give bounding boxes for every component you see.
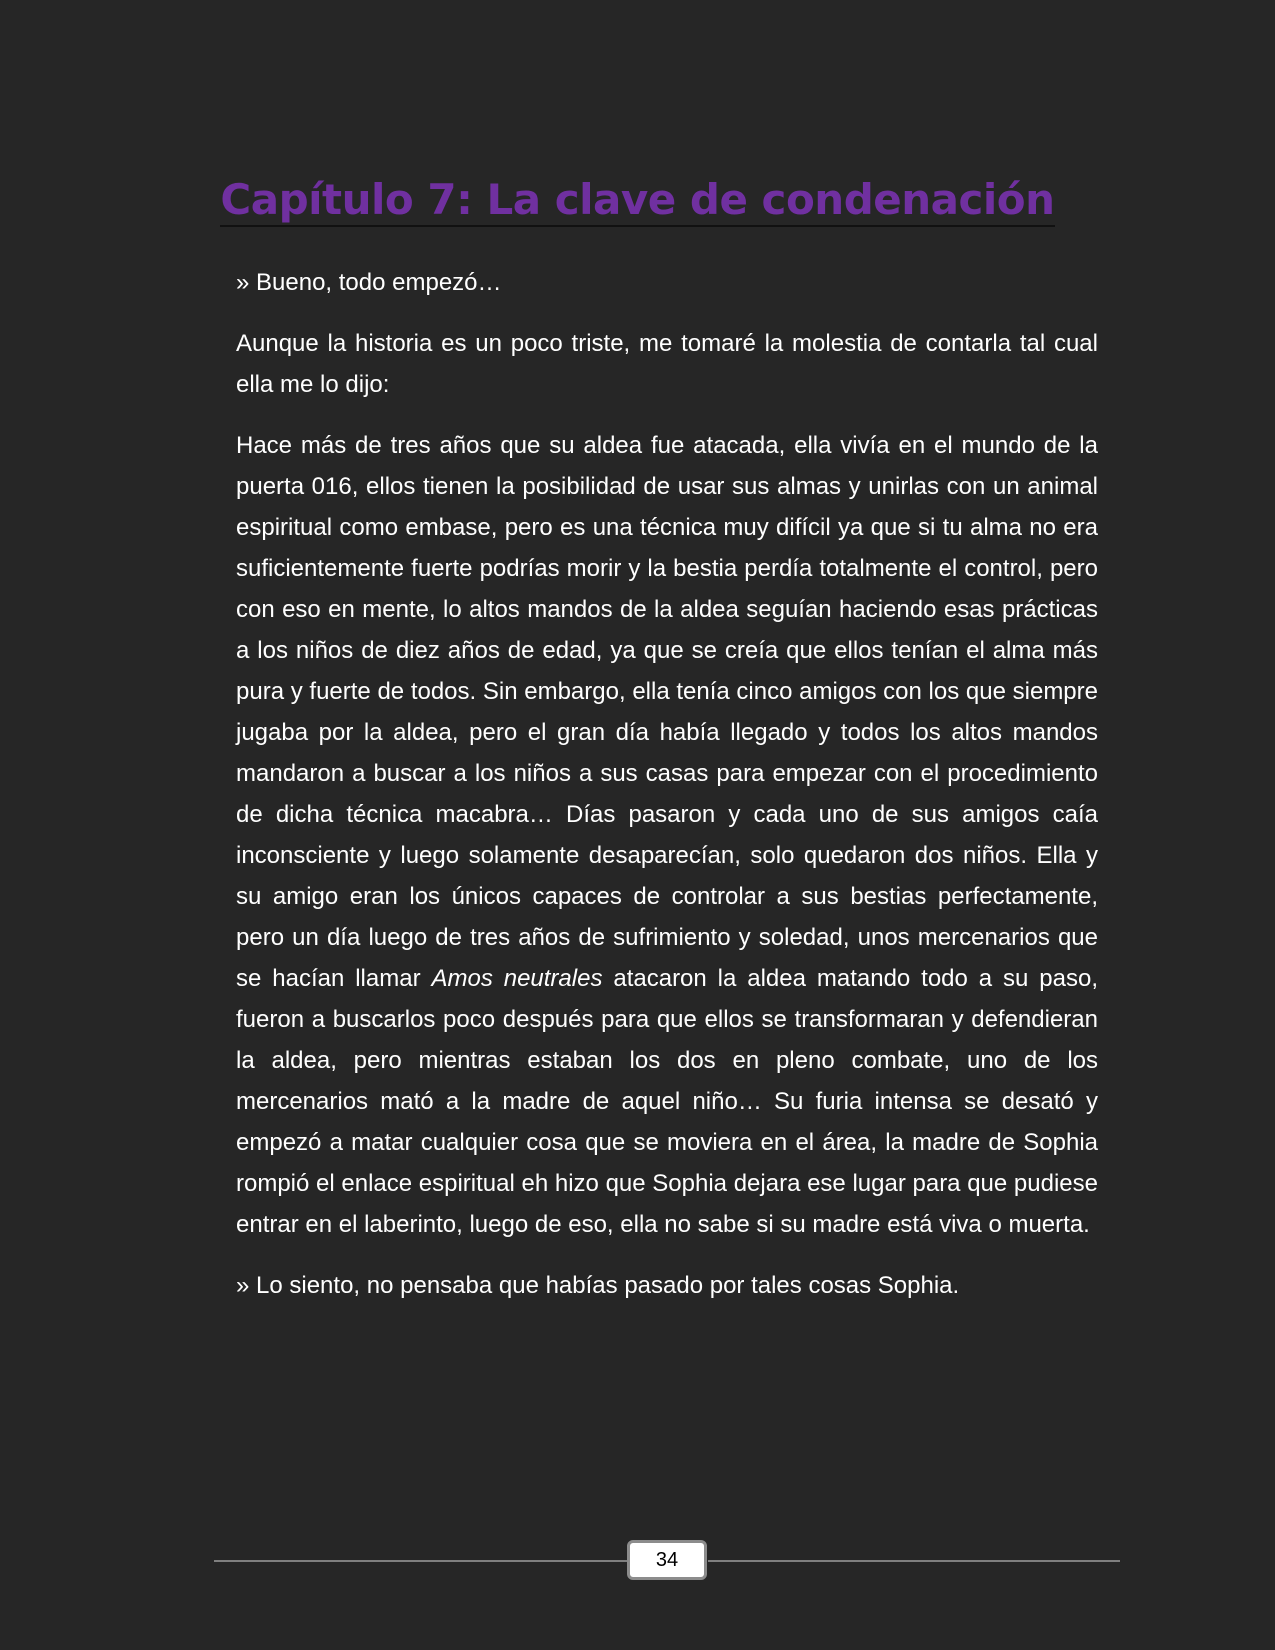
- paragraph-story-part-2: atacaron la aldea matando todo a su paso, fueron a buscarlos poco después para que ellos se transformaran y defendieran la aldea, pero mientras estaban los dos en pleno combate, uno de los mercenarios mató a la madre de aquel niño… Su furia intensa se desató y empezó a matar cualquier cosa que se moviera en el área, la madre de Sophia rompió el enlace espiritual eh hizo que Sophia dejara ese lugar para que pudiese entrar en el laberinto, luego de eso, ella no sabe si su madre está viva o muerta.: [236, 965, 1098, 1238]
- paragraph-story-part-1: Hace más de tres años que su aldea fue atacada, ella vivía en el mundo de la puerta 016, ellos tienen la posibilidad de usar sus almas y unirlas con un animal espiritual como embase, pero es una técnica muy difícil ya que si tu alma no era suficientemente fuerte podrías morir y la bestia perdía totalmente el control, pero con eso en mente, lo altos mandos de la aldea seguían haciendo esas prácticas a los niños de diez años de edad, ya que se creía que ellos tenían el alma más pura y fuerte de todos. Sin embargo, ella tenía cinco amigos con los que siempre jugaba por la aldea, pero el gran día había llegado y todos los altos mandos mandaron a buscar a los niños a sus casas para empezar con el procedimiento de dicha técnica macabra… Días pasaron y cada uno de sus amigos caía inconsciente y luego solamente desaparecían, solo quedaron dos niños. Ella y su amigo eran los únicos capaces de controlar a sus bestias perfectamente, pero un día luego de tres años de sufrimiento y soledad, unos mercenarios que se hacían llamar: [236, 432, 1098, 992]
- chapter-body: [236, 262, 1098, 1326]
- paragraph-dialogue-end: » Lo siento, no pensaba que habías pasado por tales cosas Sophia.: [236, 1272, 960, 1299]
- page-number: 34: [627, 1540, 707, 1580]
- paragraph-intro: Aunque la historia es un poco triste, me tomaré la molestia de contarla tal cual ella me lo dijo:: [236, 330, 1098, 398]
- chapter-title: [0, 176, 1275, 227]
- paragraph-story: [236, 425, 1098, 1245]
- paragraph-dialogue-start: » Bueno, todo empezó…: [236, 269, 502, 296]
- footer-divider-left: [214, 1560, 628, 1562]
- chapter-title-text: Capítulo 7: La clave de condenación: [220, 176, 1054, 227]
- paragraph-story-italic: Amos neutrales: [431, 965, 603, 992]
- footer-divider-right: [708, 1560, 1120, 1562]
